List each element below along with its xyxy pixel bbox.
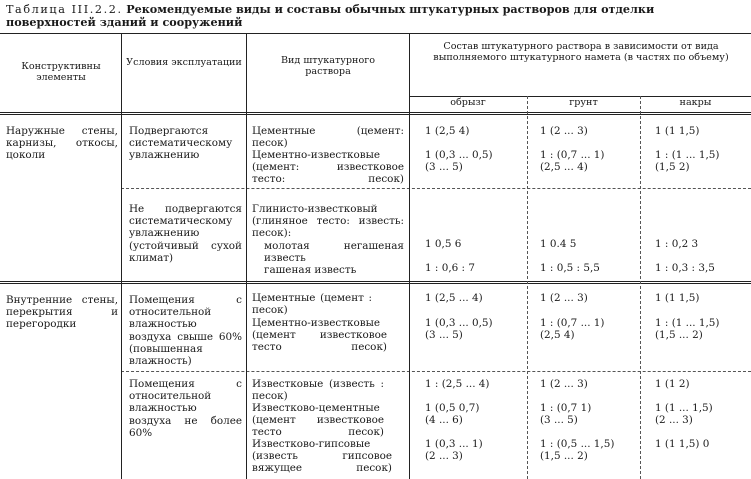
rule-group-divider-2	[121, 371, 751, 372]
value-cell: 1 (2 ... 3)	[540, 292, 588, 304]
type-cement-lime-interior: Цементно-известковые (цемент известковое тесто песок)	[252, 317, 387, 354]
value-cell: 1 : 0,5 : 5,5	[540, 262, 600, 274]
value-cell: 1 : (1 ... 1,5) (1,5 2)	[655, 149, 720, 174]
value-cell: 1 : (1 ... 1,5) (1,5 ... 2)	[655, 317, 720, 342]
rule-section-divider	[0, 281, 751, 284]
value-cell: 1 0,5 6	[425, 238, 462, 250]
value-cell: 1 (2 ... 3)	[540, 125, 588, 137]
type-lime-gypsum: Известково-гипсовые (известь гипсовое вяжущее песок)	[252, 438, 392, 475]
type-cement: Цементные (цемент: песок)	[252, 125, 404, 150]
condition-high-humidity: Помещения с относительной влажностью воздуха свыше 60% (повышенная влажность)	[129, 294, 242, 368]
type-clay-lime: Глинисто-известковый (глиняное тесто: известь: песок):	[252, 203, 404, 240]
type-slaked-lime: гашеная известь	[264, 264, 357, 276]
type-cement-lime: Цементно-известковые (цемент: известковое тесто: песок)	[252, 149, 404, 186]
rule-group-divider-1	[121, 188, 751, 189]
value-cell: 1 : 0,2 3	[655, 238, 699, 250]
value-cell: 1 (0,5 0,7) (4 ... 6)	[425, 402, 480, 427]
col-divider-4	[527, 96, 528, 479]
table-title	[6, 3, 746, 29]
value-cell: 1 : 0,3 : 3,5	[655, 262, 715, 274]
value-cell: 1 (2 ... 3)	[540, 378, 588, 390]
rule-header-bottom	[0, 112, 751, 115]
type-cement-interior: Цементные (цемент : песок)	[252, 292, 372, 317]
table-caption: Рекомендуемые виды и составы обычных штукатурных растворов для отделки поверхностей зданий и сооружений	[6, 2, 655, 29]
header-composition: Состав штукатурного раствора в зависимости от вида выполняемого штукатурного намета (в частях по объему)	[433, 41, 729, 63]
element-exterior: Наружные стены, карнизы, откосы, цоколи	[6, 125, 118, 162]
condition-humid: Подвергаются систематическому увлажнению	[129, 125, 233, 162]
value-cell: 1 : (0,7 ... 1) (2,5 ... 4)	[540, 149, 605, 174]
header-mortar-type: Вид штукатурного раствора	[280, 55, 376, 77]
value-cell: 1 (0,3 ... 0,5) (3 ... 5)	[425, 149, 493, 174]
col-divider-5	[640, 96, 641, 479]
header-base: грунт	[569, 97, 598, 108]
value-cell: 1 : (0,5 ... 1,5) (1,5 ... 2)	[540, 438, 615, 463]
value-cell: 1 (0,3 ... 1) (2 ... 3)	[425, 438, 483, 463]
type-quicklime: молотая негашеная известь	[264, 240, 404, 265]
type-lime: Известковые (известь : песок)	[252, 378, 384, 403]
header-spray: обрызг	[450, 97, 486, 108]
value-cell: 1 (2,5 ... 4)	[425, 292, 483, 304]
value-cell: 1 : (0,7 ... 1) (2,5 4)	[540, 317, 605, 342]
type-lime-cement: Известково-цементные (цемент известковое тесто песок)	[252, 402, 384, 439]
value-cell: 1 (1 1,5)	[655, 292, 700, 304]
header-conditions: Условия эксплуатации	[126, 57, 242, 68]
col-divider-1	[121, 33, 122, 479]
value-cell: 1 (1 2)	[655, 378, 690, 390]
value-cell: 1 (1 1,5)	[655, 125, 700, 137]
value-cell: 1 : (2,5 ... 4)	[425, 378, 490, 390]
value-cell: 1 (1 1,5) 0	[655, 438, 710, 450]
value-cell: 1 (1 ... 1,5) (2 ... 3)	[655, 402, 713, 427]
condition-normal-humidity: Помещения с относительной влажностью воздуха не более 60%	[129, 378, 242, 439]
value-cell: 1 (0,3 ... 0,5) (3 ... 5)	[425, 317, 493, 342]
table-number: Таблица III.2.2.	[6, 3, 123, 16]
header-cover: накры	[679, 97, 712, 108]
col-divider-2	[246, 33, 247, 479]
element-interior: Внутренние стены, перекрытия и перегородки	[6, 294, 118, 331]
value-cell: 1 (2,5 4)	[425, 125, 470, 137]
condition-dry: Не подвергаются систематическому увлажнению (устойчивый сухой климат)	[129, 203, 242, 264]
value-cell: 1 0.4 5	[540, 238, 577, 250]
value-cell: 1 : (0,7 1) (3 ... 5)	[540, 402, 592, 427]
header-elements: Конструктивны элементы	[21, 61, 101, 83]
rule-top	[0, 33, 751, 34]
value-cell: 1 : 0,6 : 7	[425, 262, 475, 274]
